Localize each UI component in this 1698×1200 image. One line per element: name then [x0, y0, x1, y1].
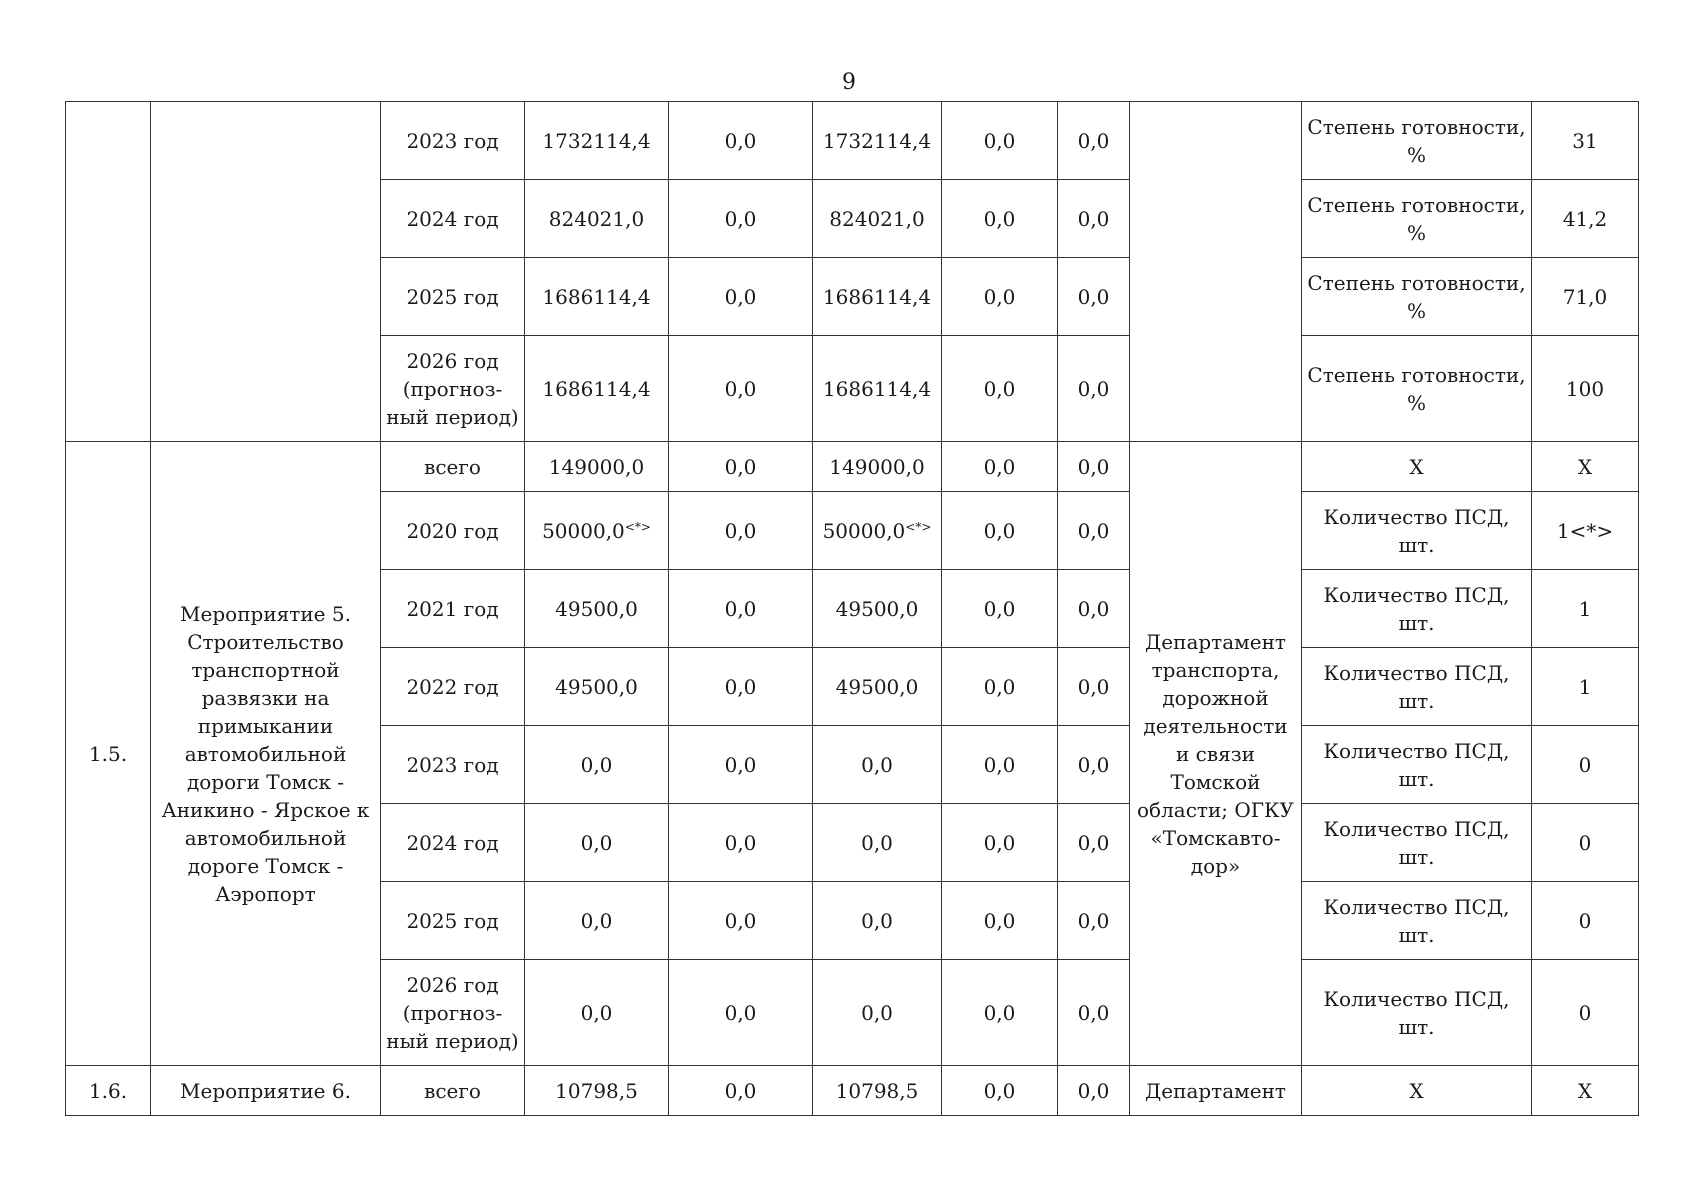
regional-cell: 1732114,4 [813, 102, 942, 180]
total-cell: 824021,0 [525, 180, 669, 258]
local-cell: 0,0 [942, 960, 1058, 1066]
indicator-cell: Количество ПСД, шт. [1302, 726, 1532, 804]
total-value: 50000,0 [542, 518, 625, 543]
regional-cell: 1686114,4 [813, 258, 942, 336]
local-cell: 0,0 [942, 258, 1058, 336]
indicator-value-cell: 0 [1532, 804, 1639, 882]
local-cell: 0,0 [942, 442, 1058, 492]
other-cell: 0,0 [1058, 570, 1130, 648]
indicator-cell: Степень готовности, % [1302, 258, 1532, 336]
total-cell: 1686114,4 [525, 336, 669, 442]
measure-number: 1.6. [66, 1066, 151, 1116]
indicator-cell: X [1302, 442, 1532, 492]
indicator-value-cell: X [1532, 1066, 1639, 1116]
federal-cell: 0,0 [669, 492, 813, 570]
local-cell: 0,0 [942, 570, 1058, 648]
total-cell [525, 492, 669, 570]
indicator-value-cell: 1 [1532, 570, 1639, 648]
budget-table [65, 101, 1639, 1116]
local-cell: 0,0 [942, 1066, 1058, 1116]
local-cell: 0,0 [942, 726, 1058, 804]
year-cell: всего [381, 1066, 525, 1116]
year-cell: 2026 год (прогноз-ный период) [381, 960, 525, 1066]
year-cell: 2021 год [381, 570, 525, 648]
federal-cell: 0,0 [669, 882, 813, 960]
federal-cell: 0,0 [669, 336, 813, 442]
footnote-mark: <*> [624, 519, 651, 534]
federal-cell: 0,0 [669, 258, 813, 336]
regional-cell: 49500,0 [813, 570, 942, 648]
year-cell: 2022 год [381, 648, 525, 726]
other-cell: 0,0 [1058, 960, 1130, 1066]
regional-cell: 0,0 [813, 882, 942, 960]
other-cell: 0,0 [1058, 336, 1130, 442]
total-cell: 10798,5 [525, 1066, 669, 1116]
other-cell: 0,0 [1058, 882, 1130, 960]
federal-cell: 0,0 [669, 804, 813, 882]
regional-cell: 1686114,4 [813, 336, 942, 442]
other-cell: 0,0 [1058, 102, 1130, 180]
total-cell: 0,0 [525, 960, 669, 1066]
regional-cell: 149000,0 [813, 442, 942, 492]
indicator-cell: Степень готовности, % [1302, 102, 1532, 180]
table-row [66, 102, 1639, 180]
local-cell: 0,0 [942, 102, 1058, 180]
total-cell: 149000,0 [525, 442, 669, 492]
indicator-cell: Количество ПСД, шт. [1302, 804, 1532, 882]
federal-cell: 0,0 [669, 648, 813, 726]
total-cell: 0,0 [525, 804, 669, 882]
local-cell: 0,0 [942, 804, 1058, 882]
regional-value: 50000,0 [822, 518, 906, 543]
measure-name: Мероприятие 5. Строительство транспортной развязки на примыкании автомобильной дороги Томск - Аникино - Ярское к автомобильной дороге Томск - Аэропорт [151, 442, 381, 1066]
regional-cell: 49500,0 [813, 648, 942, 726]
regional-cell [813, 492, 942, 570]
year-cell: всего [381, 442, 525, 492]
table-row [66, 442, 1639, 492]
indicator-value-cell: 0 [1532, 960, 1639, 1066]
indicator-value-cell: 1<*> [1532, 492, 1639, 570]
executor-cell: Департамент транспорта, дорожной деятельности и связи Томской области; ОГКУ «Томскавто-дор» [1130, 442, 1302, 1066]
federal-cell: 0,0 [669, 960, 813, 1066]
federal-cell: 0,0 [669, 726, 813, 804]
total-cell: 1732114,4 [525, 102, 669, 180]
indicator-value-cell: X [1532, 442, 1639, 492]
indicator-value-cell: 71,0 [1532, 258, 1639, 336]
indicator-cell: Степень готовности, % [1302, 336, 1532, 442]
indicator-cell: Степень готовности, % [1302, 180, 1532, 258]
year-cell: 2026 год (прогноз-ный период) [381, 336, 525, 442]
local-cell: 0,0 [942, 648, 1058, 726]
indicator-cell: Количество ПСД, шт. [1302, 960, 1532, 1066]
regional-cell: 824021,0 [813, 180, 942, 258]
regional-cell: 0,0 [813, 804, 942, 882]
local-cell: 0,0 [942, 882, 1058, 960]
indicator-cell: Количество ПСД, шт. [1302, 648, 1532, 726]
indicator-value-cell: 41,2 [1532, 180, 1639, 258]
indicator-value-cell: 0 [1532, 882, 1639, 960]
name-cell [151, 102, 381, 442]
indicator-value-cell: 100 [1532, 336, 1639, 442]
federal-cell: 0,0 [669, 442, 813, 492]
year-cell: 2024 год [381, 804, 525, 882]
regional-cell: 0,0 [813, 960, 942, 1066]
other-cell: 0,0 [1058, 726, 1130, 804]
local-cell: 0,0 [942, 336, 1058, 442]
federal-cell: 0,0 [669, 102, 813, 180]
other-cell: 0,0 [1058, 648, 1130, 726]
number-cell [66, 102, 151, 442]
indicator-value-cell: 1 [1532, 648, 1639, 726]
federal-cell: 0,0 [669, 1066, 813, 1116]
year-cell: 2023 год [381, 726, 525, 804]
total-cell: 0,0 [525, 726, 669, 804]
measure-name: Мероприятие 6. [151, 1066, 381, 1116]
year-cell: 2023 год [381, 102, 525, 180]
year-cell: 2025 год [381, 882, 525, 960]
indicator-cell: Количество ПСД, шт. [1302, 570, 1532, 648]
regional-cell: 10798,5 [813, 1066, 942, 1116]
total-cell: 0,0 [525, 882, 669, 960]
federal-cell: 0,0 [669, 180, 813, 258]
measure-number: 1.5. [66, 442, 151, 1066]
indicator-value-cell: 31 [1532, 102, 1639, 180]
year-cell: 2020 год [381, 492, 525, 570]
page-number: 9 [842, 70, 856, 95]
local-cell: 0,0 [942, 492, 1058, 570]
table-row [66, 1066, 1639, 1116]
regional-cell: 0,0 [813, 726, 942, 804]
other-cell: 0,0 [1058, 492, 1130, 570]
indicator-cell: Количество ПСД, шт. [1302, 882, 1532, 960]
total-cell: 1686114,4 [525, 258, 669, 336]
other-cell: 0,0 [1058, 1066, 1130, 1116]
indicator-cell: Количество ПСД, шт. [1302, 492, 1532, 570]
total-cell: 49500,0 [525, 648, 669, 726]
indicator-cell: X [1302, 1066, 1532, 1116]
other-cell: 0,0 [1058, 258, 1130, 336]
other-cell: 0,0 [1058, 442, 1130, 492]
total-cell: 49500,0 [525, 570, 669, 648]
local-cell: 0,0 [942, 180, 1058, 258]
other-cell: 0,0 [1058, 180, 1130, 258]
other-cell: 0,0 [1058, 804, 1130, 882]
year-cell: 2024 год [381, 180, 525, 258]
executor-cell [1130, 102, 1302, 442]
year-cell: 2025 год [381, 258, 525, 336]
indicator-value-cell: 0 [1532, 726, 1639, 804]
footnote-mark: <*> [905, 519, 932, 534]
executor-cell: Департамент [1130, 1066, 1302, 1116]
federal-cell: 0,0 [669, 570, 813, 648]
